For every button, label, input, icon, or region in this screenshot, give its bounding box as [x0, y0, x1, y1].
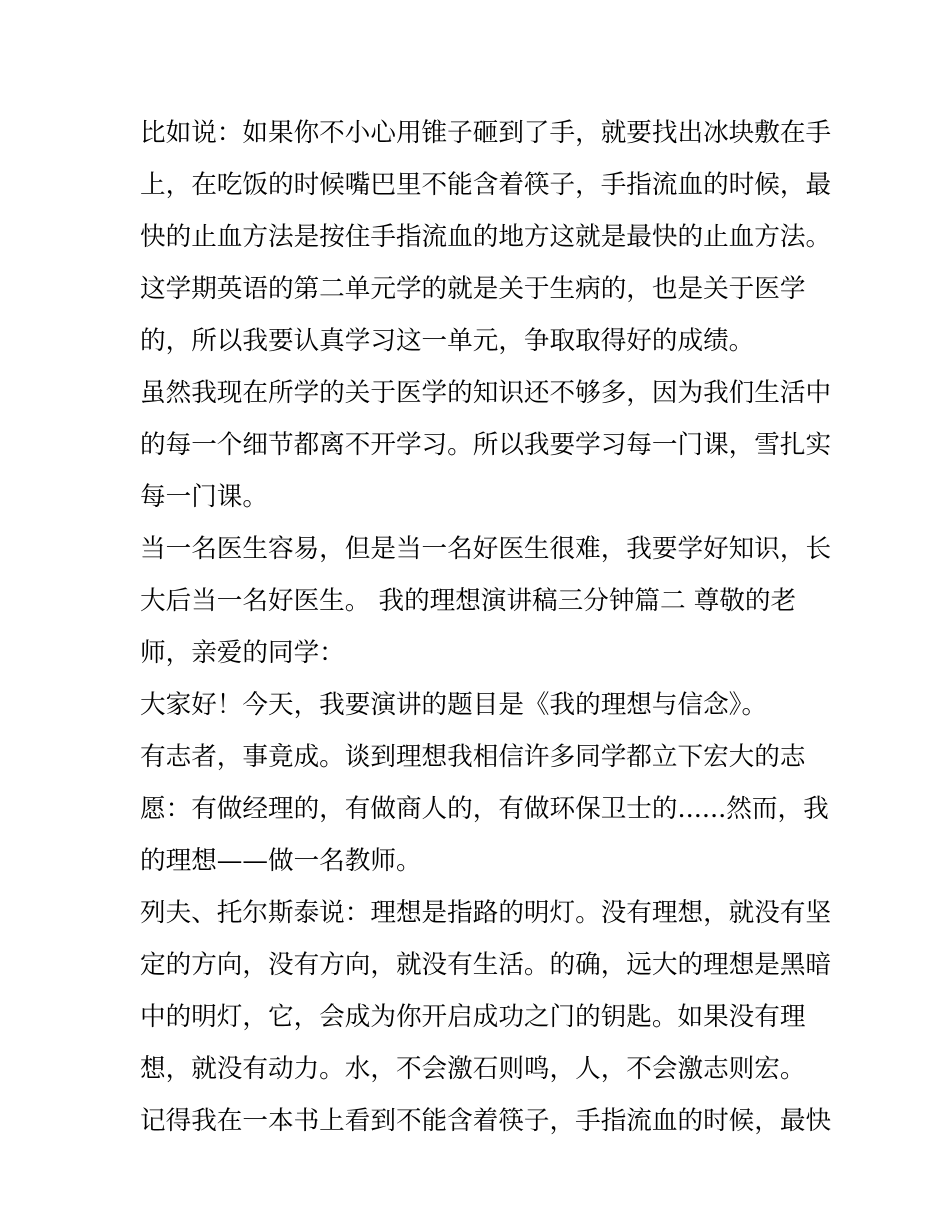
text-line: 师，亲爱的同学： [140, 638, 345, 668]
text-line: 当一名医生容易，但是当一名好医生很难，我要学好知识，长 [140, 534, 832, 564]
text-line: 这学期英语的第二单元学的就是关于生病的，也是关于医学 [140, 274, 806, 304]
text-line: 每一门课。 [140, 482, 268, 512]
text-line: 想，就没有动力。水，不会激石则鸣，人，不会激志则宏。 [140, 1054, 806, 1084]
text-line: 的每一个细节都离不开学习。所以我要学习每一门课，雪扎实 [140, 430, 832, 460]
text-line: 上，在吃饭的时候嘴巴里不能含着筷子，手指流血的时候，最 [140, 170, 832, 200]
text-line: 大家好！今天，我要演讲的题目是《我的理想与信念》。 [140, 690, 768, 720]
text-line: 快的止血方法是按住手指流血的地方这就是最快的止血方法。 [140, 222, 832, 252]
text-line: 愿：有做经理的，有做商人的，有做环保卫士的......然而，我 [140, 794, 829, 824]
text-line: 的理想——做一名教师。 [140, 846, 422, 876]
text-line: 列夫、托尔斯泰说：理想是指路的明灯。没有理想，就没有坚 [140, 898, 832, 928]
text-line: 有志者，事竟成。谈到理想我相信许多同学都立下宏大的志 [140, 742, 806, 772]
text-line: 虽然我现在所学的关于医学的知识还不够多，因为我们生活中 [140, 378, 832, 408]
text-line: 记得我在一本书上看到不能含着筷子，手指流血的时候，最快 [140, 1106, 832, 1136]
text-line: 大后当一名好医生。 我的理想演讲稿三分钟篇二 尊敬的老 [140, 586, 797, 616]
text-line: 比如说：如果你不小心用锥子砸到了手，就要找出冰块敷在手 [140, 118, 832, 148]
text-line: 定的方向，没有方向，就没有生活。的确，远大的理想是黑暗 [140, 950, 832, 980]
text-line: 的，所以我要认真学习这一单元，争取取得好的成绩。 [140, 326, 755, 356]
text-line: 中的明灯，它，会成为你开启成功之门的钥匙。如果没有理 [140, 1002, 806, 1032]
document-body [140, 107, 830, 1147]
